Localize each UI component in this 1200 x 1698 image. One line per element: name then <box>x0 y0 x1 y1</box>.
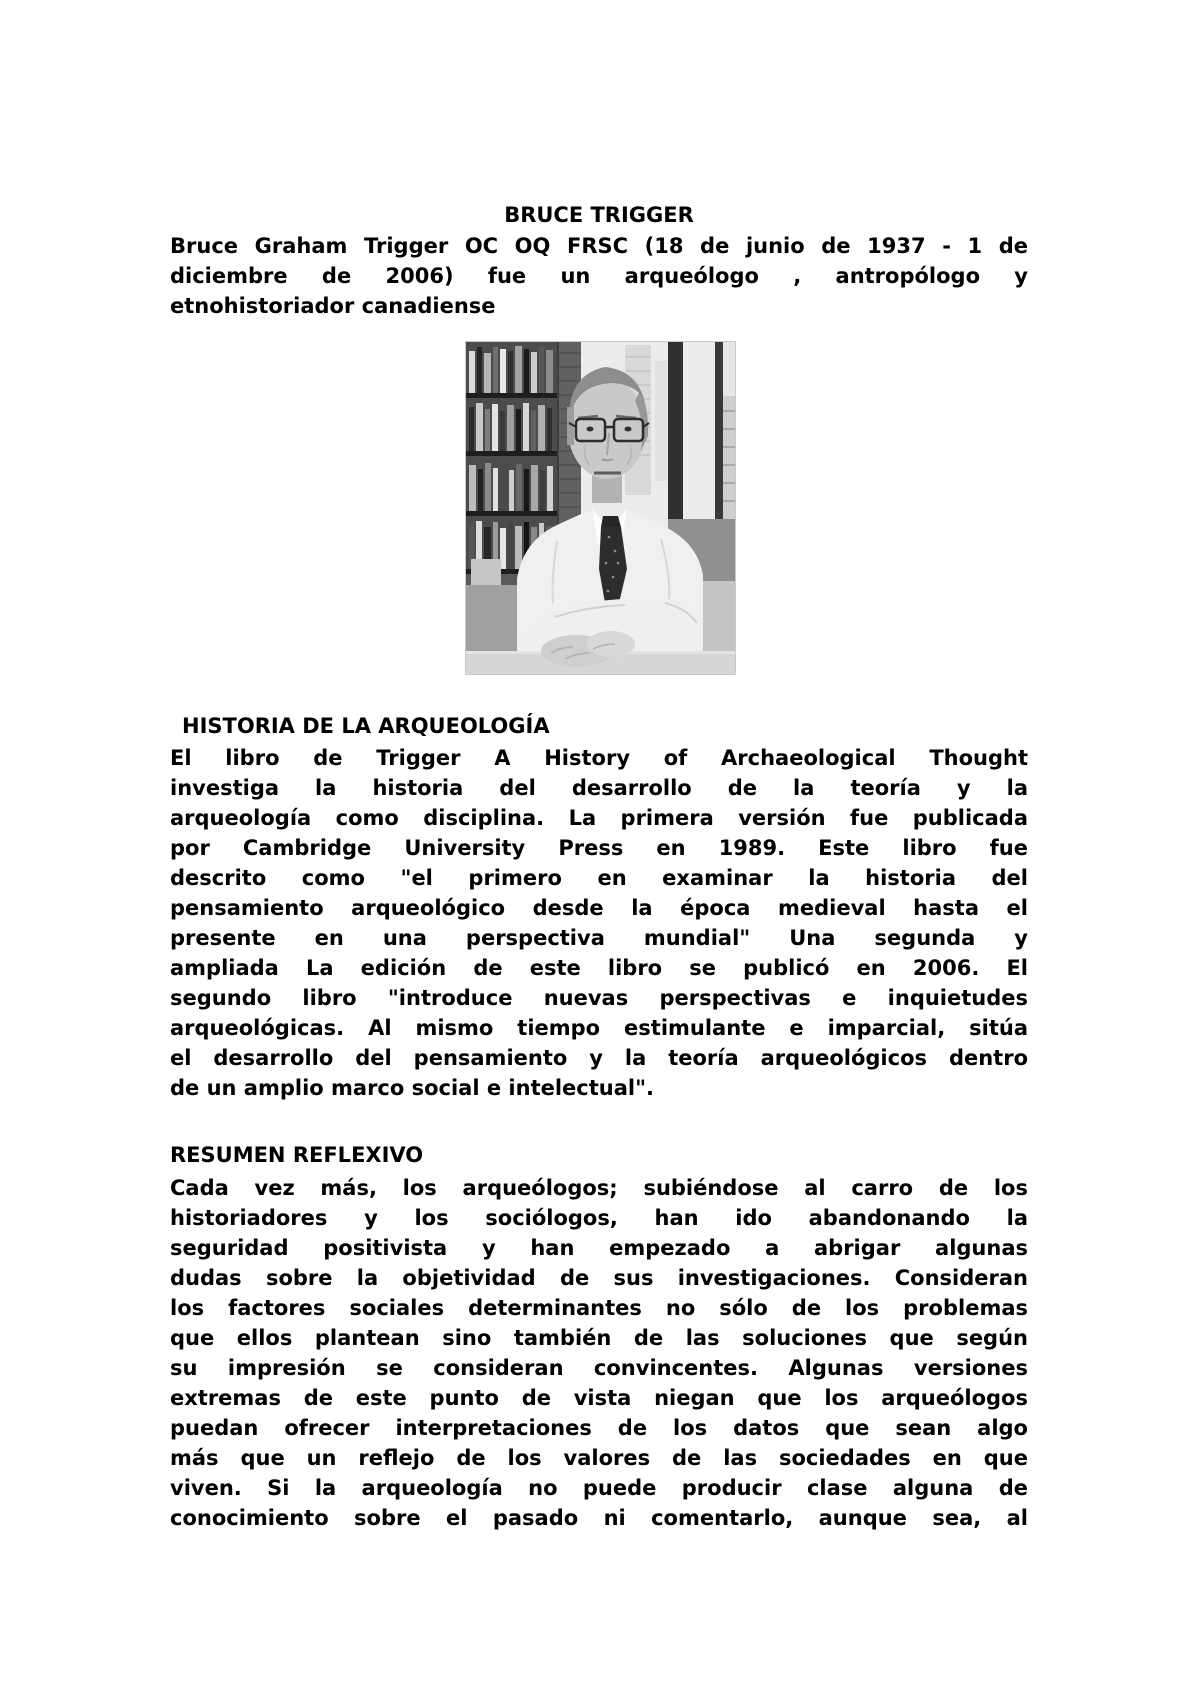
text-line: investiga la historia del desarrollo de la teoría y la <box>170 776 1028 800</box>
text-line: etnohistoriador canadiense <box>170 294 496 318</box>
intro-paragraph <box>170 231 1028 321</box>
bruce-trigger-photo <box>465 341 736 675</box>
text-line: el desarrollo del pensamiento y la teoría arqueológicos dentro <box>170 1046 1028 1070</box>
text-line: Bruce Graham Trigger OC OQ FRSC (18 de junio de 1937 - 1 de <box>170 234 1028 258</box>
text-line: viven. Si la arqueología no puede producir clase alguna de <box>170 1476 1028 1500</box>
text-line: historiadores y los sociólogos, han ido abandonando la <box>170 1206 1028 1230</box>
text-line: más que un reflejo de los valores de las sociedades en que <box>170 1446 1028 1470</box>
historia-paragraph <box>170 743 1028 1103</box>
text-line: conocimiento sobre el pasado ni comentarlo, aunque sea, al <box>170 1506 1028 1530</box>
text-line: los factores sociales determinantes no sólo de los problemas <box>170 1296 1028 1320</box>
document-title: BRUCE TRIGGER <box>504 203 694 228</box>
text-line: descrito como "el primero en examinar la historia del <box>170 866 1028 890</box>
text-line: pensamiento arqueológico desde la época medieval hasta el <box>170 896 1028 920</box>
text-line: puedan ofrecer interpretaciones de los datos que sean algo <box>170 1416 1028 1440</box>
text-line: dudas sobre la objetividad de sus investigaciones. Consideran <box>170 1266 1028 1290</box>
text-line: segundo libro "introduce nuevas perspectivas e inquietudes <box>170 986 1028 1010</box>
text-line: diciembre de 2006) fue un arqueólogo , antropólogo y <box>170 264 1028 288</box>
portrait-photo-illustration <box>465 341 736 675</box>
text-line: de un amplio marco social e intelectual". <box>170 1076 655 1100</box>
text-line: que ellos plantean sino también de las soluciones que según <box>170 1326 1028 1350</box>
resumen-paragraph <box>170 1173 1028 1533</box>
text-line: El libro de Trigger A History of Archaeological Thought <box>170 746 1028 770</box>
text-line: ampliada La edición de este libro se publicó en 2006. El <box>170 956 1028 980</box>
text-line: arqueología como disciplina. La primera versión fue publicada <box>170 806 1028 830</box>
text-line: extremas de este punto de vista niegan que los arqueólogos <box>170 1386 1028 1410</box>
text-line: su impresión se consideran convincentes. Algunas versiones <box>170 1356 1028 1380</box>
text-line: presente en una perspectiva mundial" Una segunda y <box>170 926 1028 950</box>
text-line: seguridad positivista y han empezado a abrigar algunas <box>170 1236 1028 1260</box>
text-line: arqueológicas. Al mismo tiempo estimulante e imparcial, sitúa <box>170 1016 1028 1040</box>
text-line: Cada vez más, los arqueólogos; subiéndose al carro de los <box>170 1176 1028 1200</box>
section-heading-resumen: RESUMEN REFLEXIVO <box>170 1143 424 1168</box>
section-heading-historia: HISTORIA DE LA ARQUEOLOGÍA <box>182 714 550 739</box>
text-line: por Cambridge University Press en 1989. Este libro fue <box>170 836 1028 860</box>
